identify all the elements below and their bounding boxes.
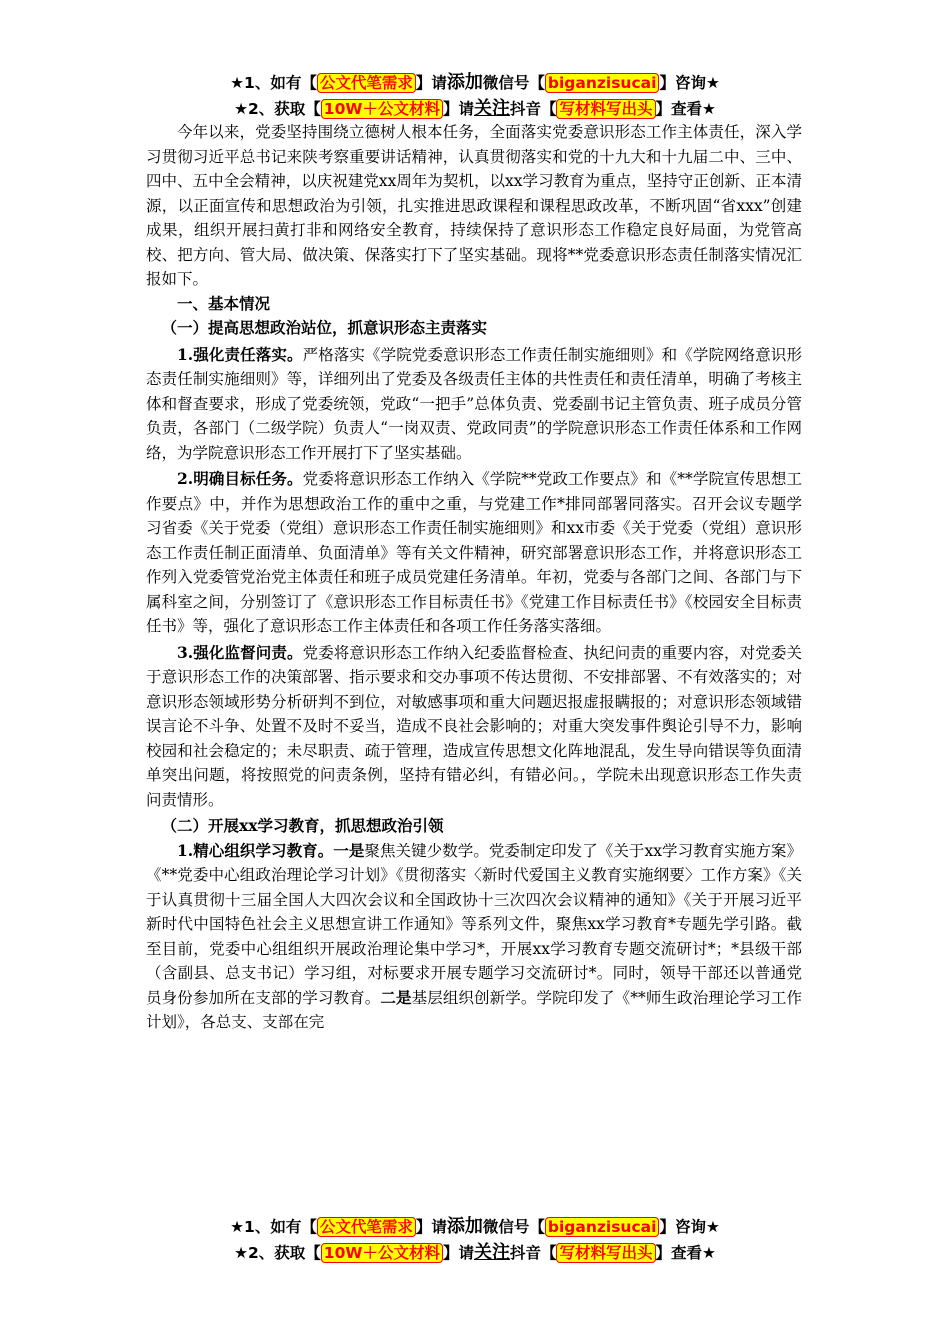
promo-line-1: ★1、如有【 公文代笔需求 】请添加微信号【 biganzisucai 】咨询★ xyxy=(230,1216,720,1237)
paragraph: 1.强化责任落实。严格落实《学院党委意识形态工作责任制实施细则》和《学院网络意识形态责任制实施细则》等，详细列出了党委及各级责任主体的共性责任和责任清单，明确了考核主体和督查要求，形成了党委统领，党政“一把手”总体负责、党委副书记主管负责、班子成员分管负责，各部门（二级学院）负责人“一岗双责、党政同责”的学院意识形态工作责任体系和工作网络，为学院意识形态工作开展打下了坚实基础。 xyxy=(146,344,802,462)
highlight-douyin-id: 写材料写出头 xyxy=(556,99,655,119)
highlight-wechat-id: biganzisucai xyxy=(545,73,660,93)
promo-banner-bottom xyxy=(0,1214,950,1266)
paragraph-title: 1.强化责任落实。 xyxy=(177,344,303,364)
highlight-service: 公文代笔需求 xyxy=(317,1217,416,1237)
promo-banner-top xyxy=(0,70,950,122)
promo-line-1: ★1、如有【 公文代笔需求 】请添加微信号【 biganzisucai 】咨询★ xyxy=(230,72,720,93)
paragraph-title: 2.明确目标任务。 xyxy=(177,469,303,488)
paragraph: 1.精心组织学习教育。一是聚焦关键少数学。党委制定印发了《关于xx学习教育实施方案》《**党委中心组政治理论学习计划》《贯彻落实〈新时代爱国主义教育实施纲要〉工作方案》《关于认真贯彻十三届全国人大四次会议和全国政协十三次四次会议精神的通知》《关于开展习近平新时代中国特色社会主义思想宣讲工作通知》等系列文件，聚焦xx学习教育*专题先学引路。截至目前，党委中心组组织开展政治理论集中学习*，开展xx学习教育专题交流研讨*；*县级干部（含副县、总支书记）学习组，对标要求开展专题学习交流研讨*。同时，领导干部还以普通党员身份参加所在支部的学习教育。二是基层组织创新学。学院印发了《**师生政治理论学习工作计划》，各总支、支部在完 xyxy=(146,840,802,1031)
highlight-service: 公文代笔需求 xyxy=(317,73,416,93)
highlight-materials: 10W＋公文材料 xyxy=(321,99,443,119)
highlight-wechat-id: biganzisucai xyxy=(545,1217,660,1237)
section-heading: 一、基本情况 xyxy=(177,293,271,313)
paragraph: 3.强化监督问责。党委将意识形态工作纳入纪委监督检查、执纪问责的重要内容，对党委关于意识形态工作的决策部署、指示要求和交办事项不传达贯彻、不安排部署、不有效落实的；对意识形态领域形势分析研判不到位，对敏感事项和重大问题迟报虚报瞒报的；对意识形态领域错误言论不斗争、处置不及时不妥当，造成不良社会影响的；对重大突发事件舆论引导不力，影响校园和社会稳定的；未尽职责、疏于管理，造成宣传思想文化阵地混乱，发生导向错误等负面清单突出问题，将按照党的问责条例，坚持有错必纠，有错必问。，学院未出现意识形态工作失责问责情形。 xyxy=(146,642,802,809)
intro-paragraph: 今年以来，党委坚持围绕立德树人根本任务，全面落实党委意识形态工作主体责任，深入学习贯彻习近平总书记来陕考察重要讲话精神，认真贯彻落实和党的十九大和十九届二中、三中、四中、五中全会精神，以庆祝建党xx周年为契机，以xx学习教育为重点，坚持守正创新、正本清源，以正面宣传和思想政治为引领，扎实推进思政课程和课程思政改革，不断巩固“省xxx”创建成果，组织开展扫黄打非和网络安全教育，持续保持了意识形态工作稳定良好局面，为党管高校、把方向、管大局、做决策、保落实打下了坚实基础。现将**党委意识形态责任制落实情况汇报如下。 xyxy=(146,123,802,288)
highlight-materials: 10W＋公文材料 xyxy=(321,1243,443,1263)
highlight-douyin-id: 写材料写出头 xyxy=(556,1243,655,1263)
paragraph: 2.明确目标任务。党委将意识形态工作纳入《学院**党政工作要点》和《**学院宣传思想工作要点》中，并作为思想政治工作的重中之重，与党建工作*排同部署同落实。召开会议专题学习省委《关于党委（党组）意识形态工作责任制实施细则》和xx市委《关于党委（党组）意识形态工作责任制正面清单、负面清单》等有关文件精神，研究部署意识形态工作，并将意识形态工作列入党委管党治党主体责任和班子成员党建任务清单。年初，党委与各部门之间、各部门与下属科室之间，分别签订了《意识形态工作目标责任书》《党建工作目标责任书》《校园安全目标责任书》等，强化了意识形态工作主体责任和各项工作任务落实落细。 xyxy=(146,469,802,635)
subsection-heading: （二）开展xx学习教育，抓思想政治引领 xyxy=(161,816,444,835)
paragraph-title: 3.强化监督问责。 xyxy=(177,642,303,662)
promo-line-2: ★2、获取【 10W＋公文材料 】请关注抖音【 写材料写出头 】查看★ xyxy=(234,98,716,119)
promo-line-2: ★2、获取【 10W＋公文材料 】请关注抖音【 写材料写出头 】查看★ xyxy=(234,1242,716,1263)
paragraph-title: 1.精心组织学习教育。 xyxy=(177,840,334,860)
document-body xyxy=(146,120,802,1035)
subsection-heading: （一）提高思想政治站位，抓意识形态主责落实 xyxy=(161,318,488,337)
